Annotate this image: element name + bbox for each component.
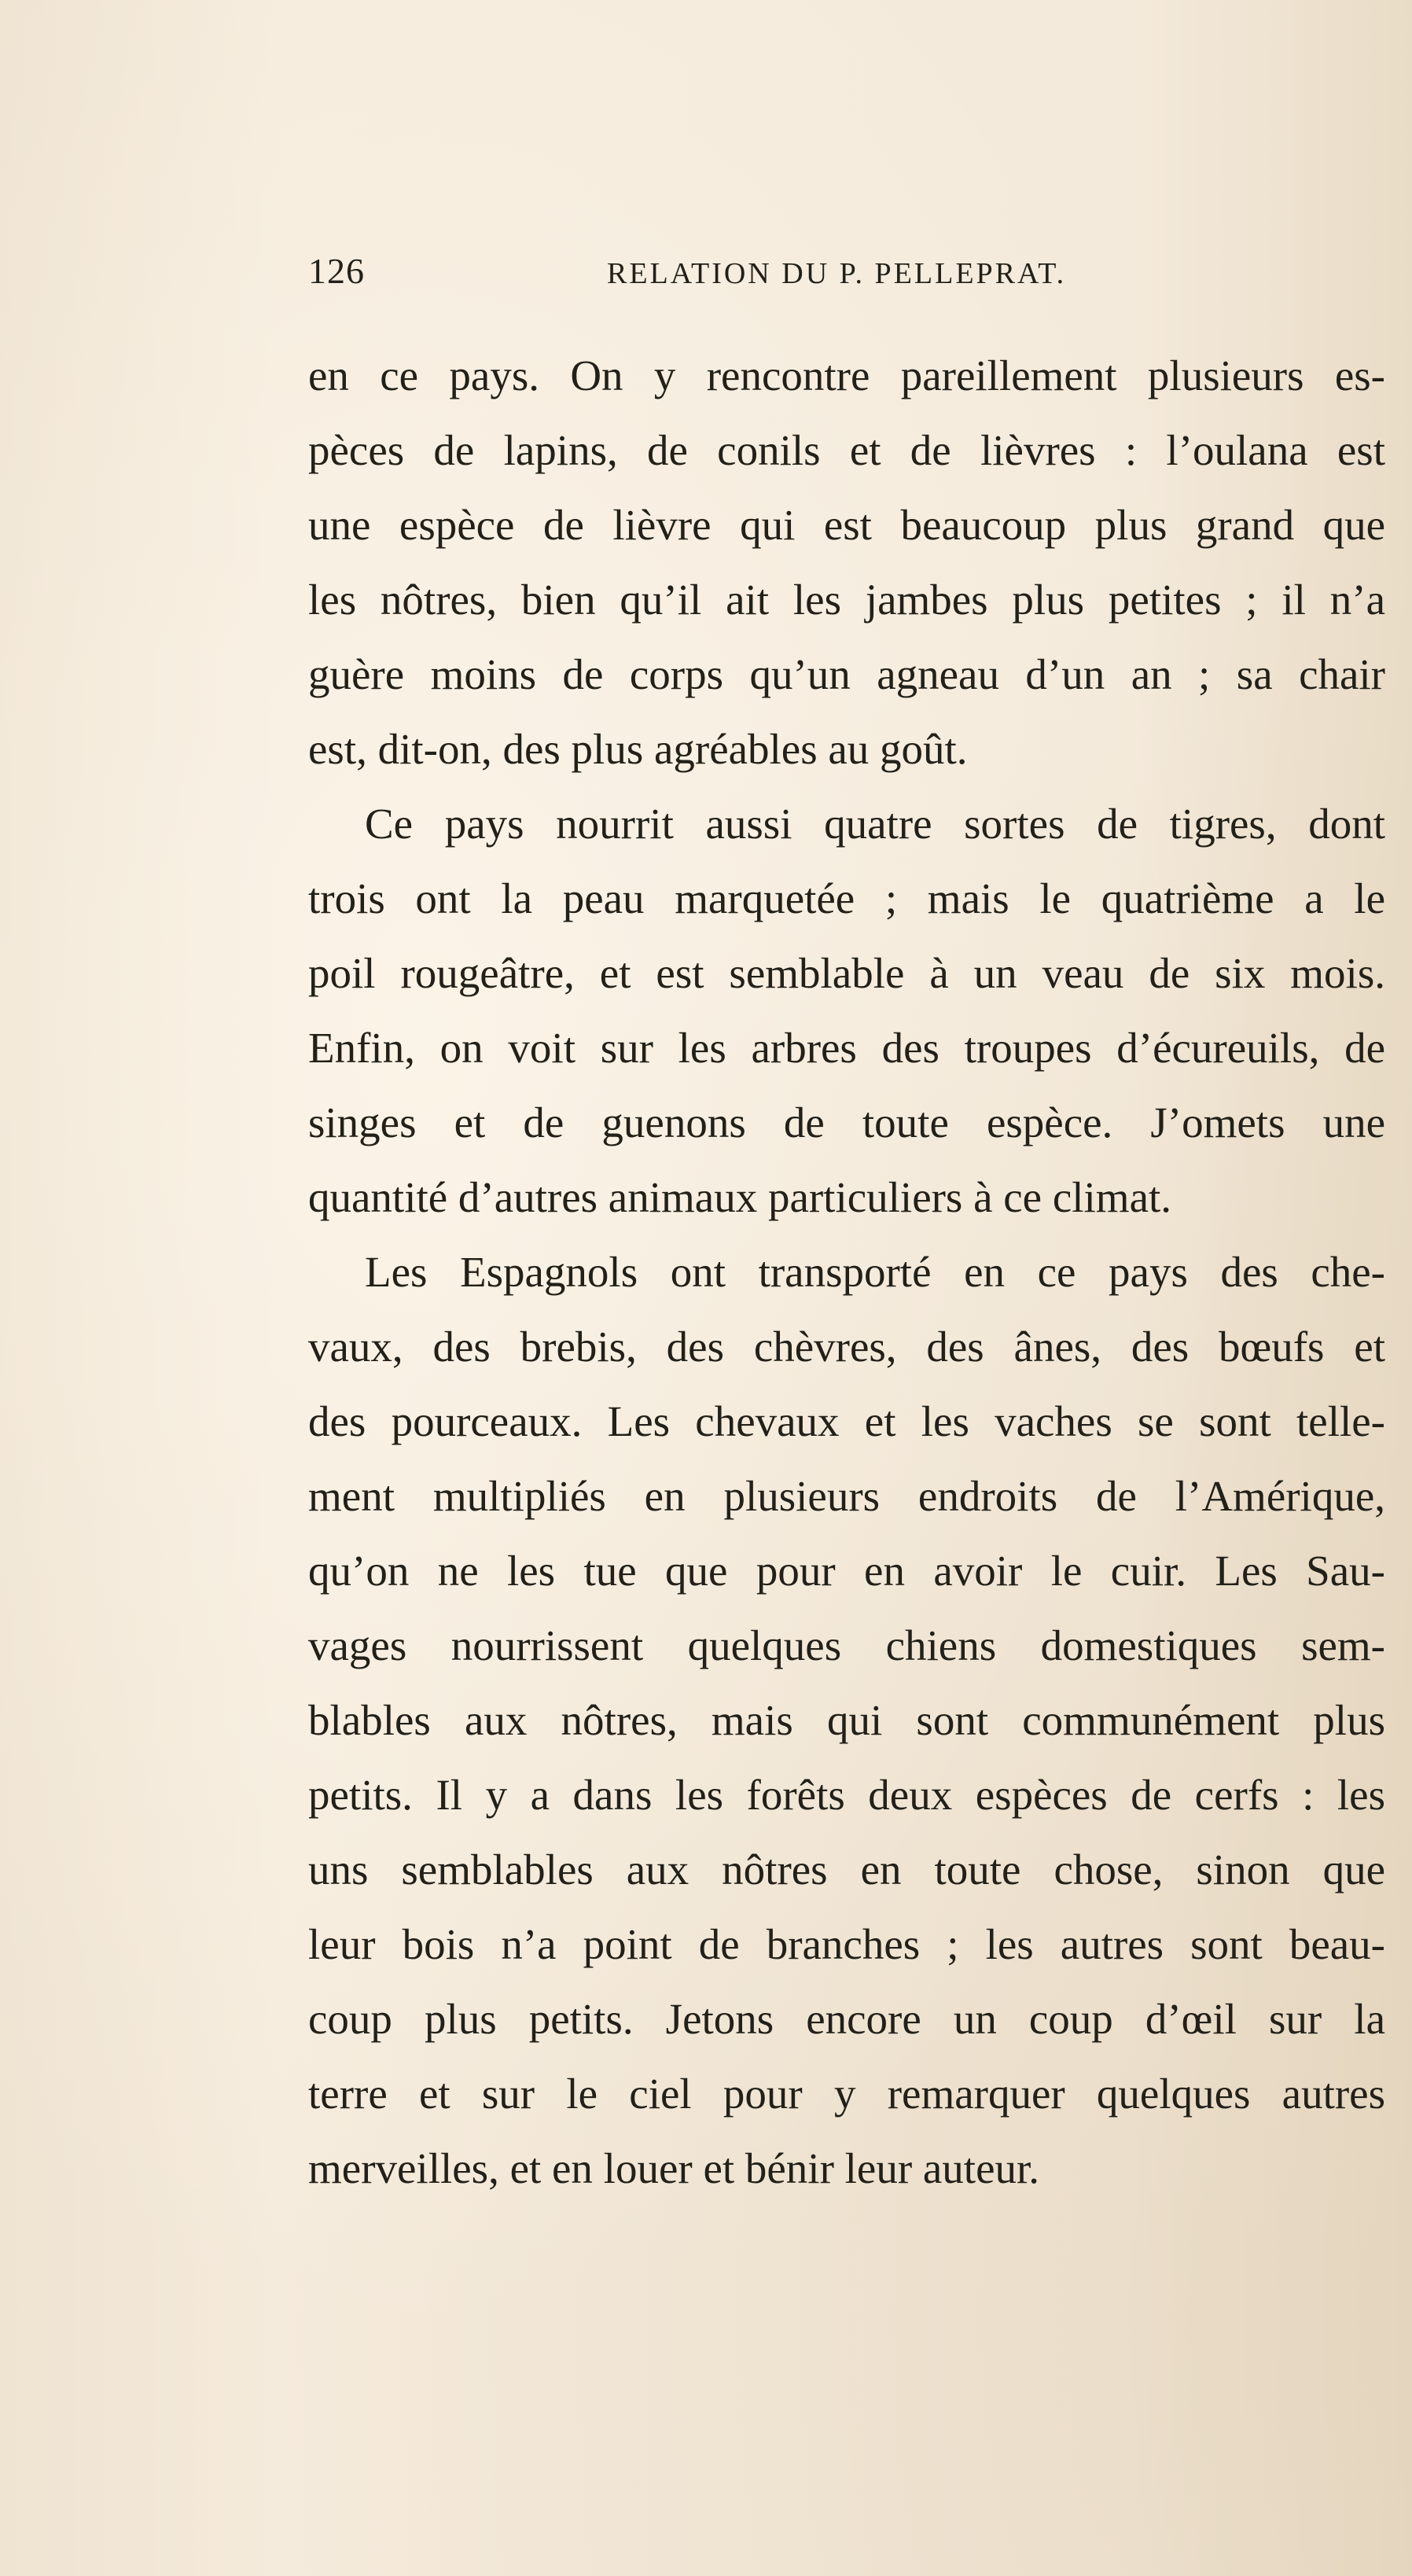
- text-line: guère moins de corps qu’un agneau d’un an ; sa chair: [308, 650, 1385, 698]
- text-line: leur bois n’a point de branches ; les autres sont beau-: [308, 1920, 1385, 1968]
- text-line: est, dit-on, des plus agréables au goût.: [308, 725, 968, 773]
- paragraph-start-line: Les Espagnols ont transporté en ce pays des che-: [365, 1248, 1385, 1296]
- text-line: poil rougeâtre, et est semblable à un veau de six mois.: [308, 949, 1385, 997]
- body-text: [308, 338, 1385, 2206]
- text-line: petits. Il y a dans les forêts deux espèces de cerfs : les: [308, 1771, 1385, 1819]
- text-line: les nôtres, bien qu’il ait les jambes plus petites ; il n’a: [308, 576, 1385, 624]
- text-line: quantité d’autres animaux particuliers à ce climat.: [308, 1173, 1172, 1221]
- text-line: vages nourrissent quelques chiens domestiques sem-: [308, 1621, 1385, 1669]
- text-line: une espèce de lièvre qui est beaucoup plus grand que: [308, 501, 1385, 549]
- page-header: [308, 250, 1393, 305]
- text-line: en ce pays. On y rencontre pareillement plusieurs es-: [308, 351, 1385, 399]
- text-line: ment multipliés en plusieurs endroits de l’Amérique,: [308, 1472, 1385, 1520]
- text-line: merveilles, et en louer et bénir leur auteur.: [308, 2144, 1040, 2192]
- paragraph-start-line: Ce pays nourrit aussi quatre sortes de tigres, dont: [365, 800, 1385, 848]
- text-line: uns semblables aux nôtres en toute chose, sinon que: [308, 1846, 1385, 1893]
- text-line: singes et de guenons de toute espèce. J’omets une: [308, 1098, 1385, 1146]
- text-line: Enfin, on voit sur les arbres des troupes d’écureuils, de: [308, 1024, 1385, 1072]
- text-line: coup plus petits. Jetons encore un coup d’œil sur la: [308, 1995, 1385, 2043]
- text-line: terre et sur le ciel pour y remarquer quelques autres: [308, 2070, 1385, 2118]
- text-line: blables aux nôtres, mais qui sont communément plus: [308, 1696, 1385, 1744]
- running-title: RELATION DU P. PELLEPRAT.: [607, 257, 1067, 290]
- text-line: pèces de lapins, de conils et de lièvres : l’oulana est: [308, 426, 1385, 474]
- text-line: trois ont la peau marquetée ; mais le quatrième a le: [308, 874, 1385, 922]
- text-line: vaux, des brebis, des chèvres, des ânes, des bœufs et: [308, 1323, 1385, 1371]
- text-line: qu’on ne les tue que pour en avoir le cuir. Les Sau-: [308, 1547, 1385, 1595]
- page-number: 126: [308, 251, 365, 291]
- text-line: des pourceaux. Les chevaux et les vaches se sont telle-: [308, 1397, 1385, 1445]
